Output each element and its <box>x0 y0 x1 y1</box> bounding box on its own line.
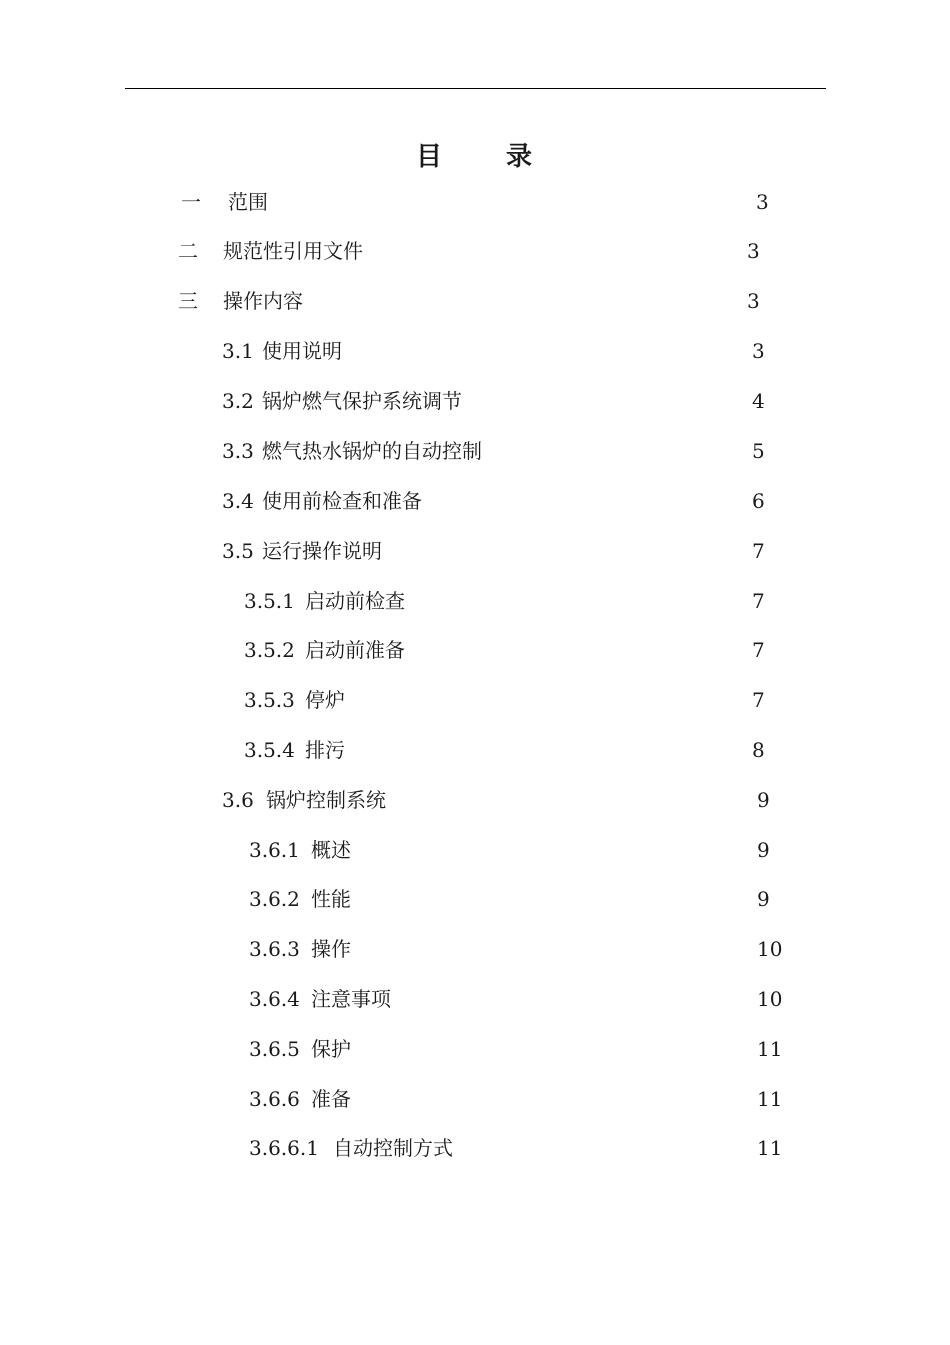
toc-entry[interactable] <box>222 536 782 566</box>
toc-number: 3.6.4 <box>249 987 300 1011</box>
toc-label: 运行操作说明 <box>262 539 382 563</box>
toc-entry[interactable] <box>178 236 768 266</box>
toc-page-number: 11 <box>757 1136 783 1160</box>
toc-label: 排污 <box>305 738 345 762</box>
toc-label: 停炉 <box>305 688 345 712</box>
toc-number: 3.6.6.1 <box>249 1136 319 1160</box>
toc-number: 3.5.4 <box>244 738 295 762</box>
header-rule <box>125 88 826 89</box>
toc-number: 3.5 <box>222 539 254 563</box>
toc-label: 操作内容 <box>223 289 303 313</box>
toc-entry[interactable] <box>222 436 782 466</box>
toc-entry[interactable] <box>249 1133 809 1163</box>
toc-entry[interactable] <box>249 934 809 964</box>
toc-number: 3.6 <box>222 788 254 812</box>
toc-number: 一 <box>181 190 201 214</box>
toc-number: 3.6.6 <box>249 1087 300 1111</box>
toc-page-number: 3 <box>752 339 765 363</box>
toc-label: 注意事项 <box>311 987 391 1011</box>
toc-number: 3.6.3 <box>249 937 300 961</box>
title-char-1: 目 <box>415 142 444 172</box>
toc-label: 规范性引用文件 <box>223 239 363 263</box>
toc-page-number: 6 <box>752 489 765 513</box>
toc-number: 3.5.3 <box>244 688 295 712</box>
toc-number: 3.6.5 <box>249 1037 300 1061</box>
toc-page-number: 9 <box>757 887 770 911</box>
toc-entry[interactable] <box>244 685 784 715</box>
toc-entry[interactable] <box>181 187 771 217</box>
toc-entry[interactable] <box>249 1034 809 1064</box>
toc-entry[interactable] <box>222 785 782 815</box>
toc-entry[interactable] <box>222 486 782 516</box>
toc-entry[interactable] <box>178 286 768 316</box>
toc-page-number: 10 <box>757 937 783 961</box>
toc-label: 保护 <box>311 1037 351 1061</box>
toc-number: 3.1 <box>222 339 254 363</box>
toc-entry[interactable] <box>249 984 809 1014</box>
toc-entry[interactable] <box>249 884 809 914</box>
toc-page-number: 3 <box>756 190 769 214</box>
toc-number: 3.5.2 <box>244 638 295 662</box>
toc-page-number: 7 <box>752 638 765 662</box>
toc-entry[interactable] <box>244 735 784 765</box>
toc-label: 概述 <box>311 838 351 862</box>
toc-label: 启动前检查 <box>305 589 405 613</box>
toc-label: 启动前准备 <box>305 638 405 662</box>
toc-number: 3.6.1 <box>249 838 300 862</box>
toc-number: 3.6.2 <box>249 887 300 911</box>
toc-label: 自动控制方式 <box>333 1136 453 1160</box>
toc-number: 3.4 <box>222 489 254 513</box>
toc-page-number: 9 <box>757 788 770 812</box>
toc-page-number: 11 <box>757 1087 783 1111</box>
toc-number: 3.3 <box>222 439 254 463</box>
toc-number: 3.5.1 <box>244 589 295 613</box>
toc-label: 燃气热水锅炉的自动控制 <box>262 439 482 463</box>
toc-page-number: 3 <box>747 239 760 263</box>
toc-page-number: 8 <box>752 738 765 762</box>
toc-page-number: 9 <box>757 838 770 862</box>
toc-number: 二 <box>178 239 198 263</box>
toc-label: 使用前检查和准备 <box>262 489 422 513</box>
toc-entry[interactable] <box>244 586 784 616</box>
toc-page-number: 10 <box>757 987 783 1011</box>
toc-label: 操作 <box>311 937 351 961</box>
toc-label: 性能 <box>311 887 351 911</box>
toc-entry[interactable] <box>222 386 782 416</box>
toc-page-number: 11 <box>757 1037 783 1061</box>
toc-page-number: 3 <box>747 289 760 313</box>
title-char-2: 录 <box>506 142 535 172</box>
toc-page-number: 7 <box>752 688 765 712</box>
toc-label: 准备 <box>311 1087 351 1111</box>
page-title <box>0 136 950 173</box>
toc-number: 三 <box>178 289 198 313</box>
toc-entry[interactable] <box>249 1084 809 1114</box>
toc-label: 锅炉控制系统 <box>266 788 386 812</box>
toc-label: 范围 <box>228 190 268 214</box>
toc-label: 使用说明 <box>262 339 342 363</box>
toc-number: 3.2 <box>222 389 254 413</box>
toc-page-number: 7 <box>752 589 765 613</box>
toc-page-number: 4 <box>752 389 765 413</box>
toc-entry[interactable] <box>222 336 782 366</box>
toc-page-number: 7 <box>752 539 765 563</box>
toc-entry[interactable] <box>244 635 784 665</box>
toc-label: 锅炉燃气保护系统调节 <box>262 389 462 413</box>
toc-entry[interactable] <box>249 835 809 865</box>
toc-page-number: 5 <box>752 439 765 463</box>
